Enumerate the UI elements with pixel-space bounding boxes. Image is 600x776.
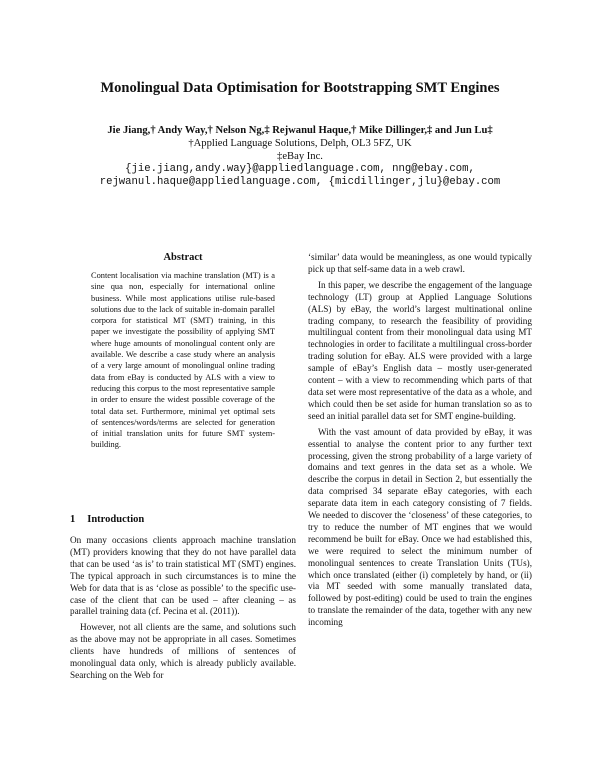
intro-paragraph-2: However, not all clients are the same, and solutions such as the above may not be appropriate in all cases. Sometimes clients have hundreds of millions of sentences of monolingual data only, which is already publicly available. Searching on the Web for (70, 622, 296, 680)
author-emails-line-2: rejwanul.haque@appliedlanguage.com, {micdillinger,jlu}@ebay.com (99, 176, 501, 188)
section-heading-introduction (70, 514, 144, 525)
affiliation-ebay: ‡eBay Inc. (277, 151, 323, 162)
section-title: Introduction (87, 514, 145, 525)
abstract-body: Content localisation via machine translation (MT) is a sine qua non, especially for international online business. While most applications utilise rule-based solutions due to the lack of suitable in-domain parallel corpora for statistical MT (SMT) training, in this paper we investigate the possibility of applying SMT where huge amounts of monolingual content only are available. We describe a case study where an analysis of a very large amount of monolingual online trading data from eBay is conducted by ALS with a view to reducing this corpus to the most representative sample in order to ensure the widest possible coverage of the total data set. Furthermore, minimal yet optimal sets of sentences/words/terms are selected for generation of initial translation units for future SMT system-building. (91, 271, 275, 450)
affiliation-als: †Applied Language Solutions, Delph, OL3 5FZ, UK (188, 138, 412, 149)
intro-paragraph-1: On many occasions clients approach machine translation (MT) providers knowing that they do not have parallel data that can be used ‘as is’ to train statistical MT (SMT) engines. The typical approach in such circumstances is to mine the Web for data that is as ‘close as possible’ to the specific use-case of the client that can be used – after cleaning – as parallel training data (cf. Pecina et al. (2011)). (70, 535, 296, 617)
author-names: Jie Jiang,† Andy Way,† Nelson Ng,‡ Rejwanul Haque,† Mike Dillinger,‡ and Jun Lu‡ (107, 125, 493, 136)
right-paragraph-1: ‘similar’ data would be meaningless, as one would typically pick up that self-same data in a web crawl. (308, 252, 532, 274)
right-column (308, 252, 532, 633)
section-number: 1 (70, 514, 76, 525)
left-column-intro (70, 535, 296, 686)
right-paragraph-3: With the vast amount of data provided by eBay, it was essential to analyse the content prior to any further text processing, given the strong probability of a large variety of domains and text genres in the data set as a whole. We describe the corpus in detail in Section 2, but essentially the data comprised 34 separate eBay categories, with each separate data item in each category consisting of 7 fields. We needed to discover the ‘closeness’ of these categories, to try to reduce the number of MT engines that we would recommend be built for eBay. Once we had established this, we were required to select the minimum number of monolingual sentences to create Translation Units (TUs), which once translated (either (i) completely by hand, or (ii) via MT seeded with some manually translated data, followed by post-editing) could be used to train the engines to translate the remainder of the data, together with any new incoming (308, 426, 532, 628)
author-emails-line-1: {jie.jiang,andy.way}@appliedlanguage.com, nng@ebay.com, (125, 163, 475, 175)
right-paragraph-2: In this paper, we describe the engagement of the language technology (LT) group at Applied Language Solutions (ALS) by eBay, the world’s largest multinational online trading company, to research the feasibility of providing multilingual content from their monolingual data using MT technologies in order to facilitate a multilingual cross-border trading solution for eBay. ALS were provided with a large sample of eBay’s English data – mostly user-generated content – with a view to recommending which parts of that data set were most representative of the data as a whole, and which could then be set aside for human translation so as to seed an initial parallel data set for SMT engine-building. (308, 279, 532, 421)
abstract-heading: Abstract (163, 252, 203, 263)
author-block (0, 124, 600, 189)
paper-title: Monolingual Data Optimisation for Bootstrapping SMT Engines (100, 80, 500, 96)
